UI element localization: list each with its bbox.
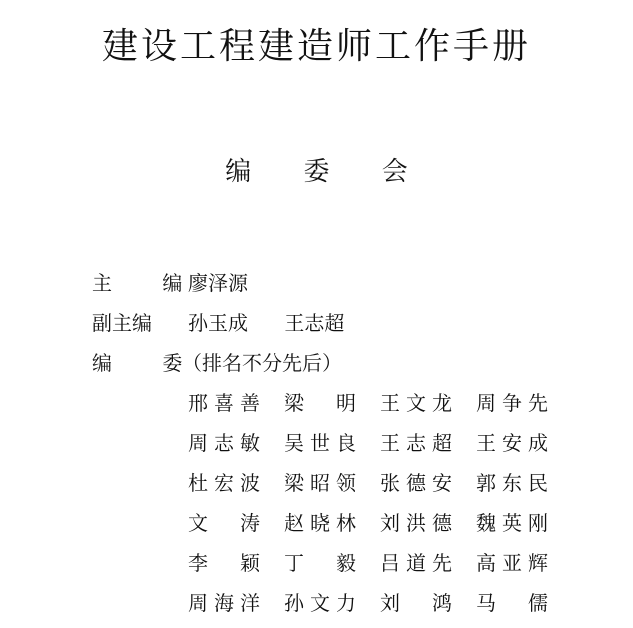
person-name: 孙玉成 <box>188 311 248 335</box>
members-grid-row <box>188 428 572 468</box>
member-name: 文 涛 <box>188 511 260 535</box>
members-grid-row <box>188 548 572 588</box>
member-name: 吕 道 先 <box>380 551 452 575</box>
member-name: 赵 晓 林 <box>284 511 356 535</box>
member-name: 周 争 先 <box>476 391 548 415</box>
member-name: 刘 洪 德 <box>380 511 452 535</box>
book-title: 建设工程建造师工作手册 <box>101 26 531 67</box>
member-name: 杜 宏 波 <box>188 471 260 495</box>
person-name: 廖泽源 <box>188 271 248 295</box>
deputy-editor-names <box>188 308 374 338</box>
member-name: 高 亚 辉 <box>476 551 548 575</box>
member-name: 周 海 洋 <box>188 591 260 615</box>
members-note: （排名不分先后） <box>182 351 342 375</box>
heading-char: 编 <box>225 157 252 187</box>
member-name: 魏 英 刚 <box>476 511 548 535</box>
member-name: 丁 毅 <box>284 551 356 575</box>
deputy-editor-label: 副主编 <box>92 311 152 335</box>
member-name: 马 儒 <box>476 591 548 615</box>
member-name: 李 颖 <box>188 551 260 575</box>
person-name: 王志超 <box>284 311 345 335</box>
heading-char: 委 <box>303 157 330 187</box>
member-name: 王 志 超 <box>380 431 452 455</box>
member-name: 郭 东 民 <box>476 471 548 495</box>
members-grid-row <box>188 468 572 508</box>
members-label: 编 委 <box>92 351 205 375</box>
member-name: 王 文 龙 <box>380 391 452 415</box>
members-grid-row <box>188 508 572 548</box>
member-name: 邢 喜 善 <box>188 391 260 415</box>
member-name: 吴 世 良 <box>284 431 356 455</box>
chief-editor-names <box>188 268 278 298</box>
member-name: 梁 昭 领 <box>284 471 356 495</box>
chief-editor-label: 主 编 <box>92 271 205 295</box>
member-name: 刘 鸿 <box>380 591 452 615</box>
member-name: 周 志 敏 <box>188 431 260 455</box>
member-name: 王 安 成 <box>476 431 548 455</box>
heading-char: 会 <box>381 157 408 187</box>
members-grid-row <box>188 588 572 628</box>
committee-heading <box>0 152 633 192</box>
member-name: 张 德 安 <box>380 471 452 495</box>
members-grid <box>188 388 572 628</box>
member-name: 梁 明 <box>284 391 356 415</box>
member-name: 孙 文 力 <box>284 591 356 615</box>
members-grid-row <box>188 388 572 428</box>
